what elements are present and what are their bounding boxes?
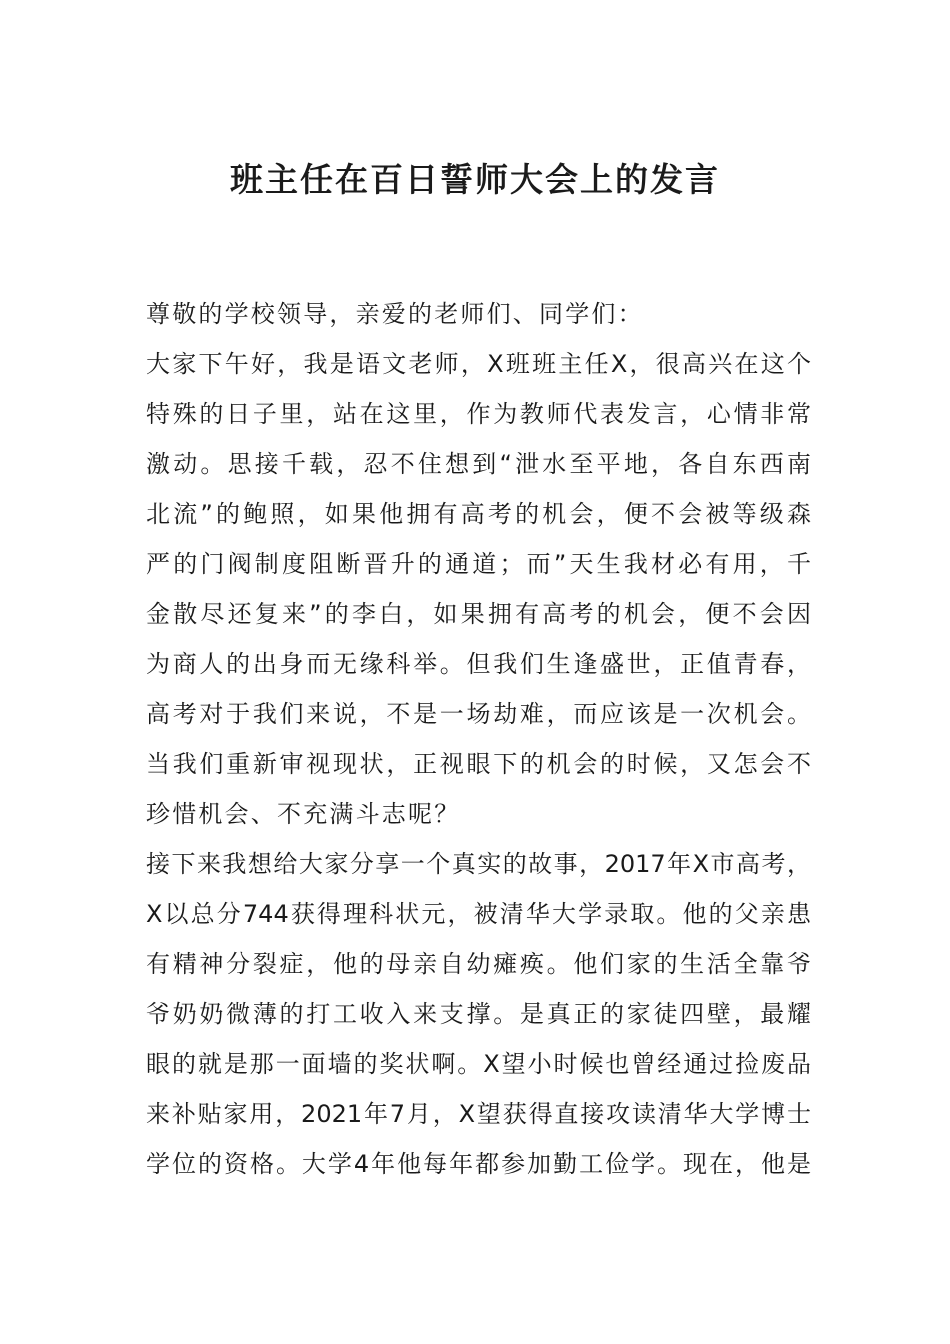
paragraph-line: 北流”的鲍照，如果他拥有高考的机会，便不会被等级森 bbox=[146, 500, 811, 528]
paragraph-line: 来补贴家用，2021年7月，X望获得直接攻读清华大学博士 bbox=[146, 1100, 811, 1128]
paragraph-line: 为商人的出身而无缘科举。但我们生逢盛世，正值青春， bbox=[146, 650, 811, 678]
document-title: 班主任在百日誓师大会上的发言 bbox=[230, 160, 720, 199]
paragraph-line: X以总分744获得理科状元，被清华大学录取。他的父亲患 bbox=[146, 900, 811, 928]
paragraph-line: 特殊的日子里，站在这里，作为教师代表发言，心情非常 bbox=[146, 400, 811, 428]
paragraph-line: 尊敬的学校领导，亲爱的老师们、同学们： bbox=[146, 300, 644, 328]
document-body bbox=[146, 289, 811, 1189]
paragraph-line: 严的门阀制度阻断晋升的通道；而”天生我材必有用，千 bbox=[146, 550, 811, 578]
paragraph-line: 学位的资格。大学4年他每年都参加勤工俭学。现在，他是 bbox=[146, 1150, 811, 1178]
paragraph-line: 金散尽还复来”的李白，如果拥有高考的机会，便不会因 bbox=[146, 600, 811, 628]
paragraph-line: 大家下午好，我是语文老师，X班班主任X，很高兴在这个 bbox=[146, 350, 811, 378]
paragraph-line: 高考对于我们来说，不是一场劫难，而应该是一次机会。 bbox=[146, 700, 811, 728]
paragraph-line: 接下来我想给大家分享一个真实的故事，2017年X市高考， bbox=[146, 850, 811, 878]
paragraph-line: 当我们重新审视现状，正视眼下的机会的时候，又怎会不 bbox=[146, 750, 811, 778]
paragraph-line: 有精神分裂症，他的母亲自幼瘫痪。他们家的生活全靠爷 bbox=[146, 950, 811, 978]
paragraph-line: 眼的就是那一面墙的奖状啊。X望小时候也曾经通过捡废品 bbox=[146, 1050, 811, 1078]
paragraph-line: 激动。思接千载，忍不住想到“泄水至平地，各自东西南 bbox=[146, 450, 811, 478]
paragraph-line: 爷奶奶微薄的打工收入来支撑。是真正的家徒四壁，最耀 bbox=[146, 1000, 811, 1028]
paragraph-line: 珍惜机会、不充满斗志呢？ bbox=[146, 800, 461, 828]
